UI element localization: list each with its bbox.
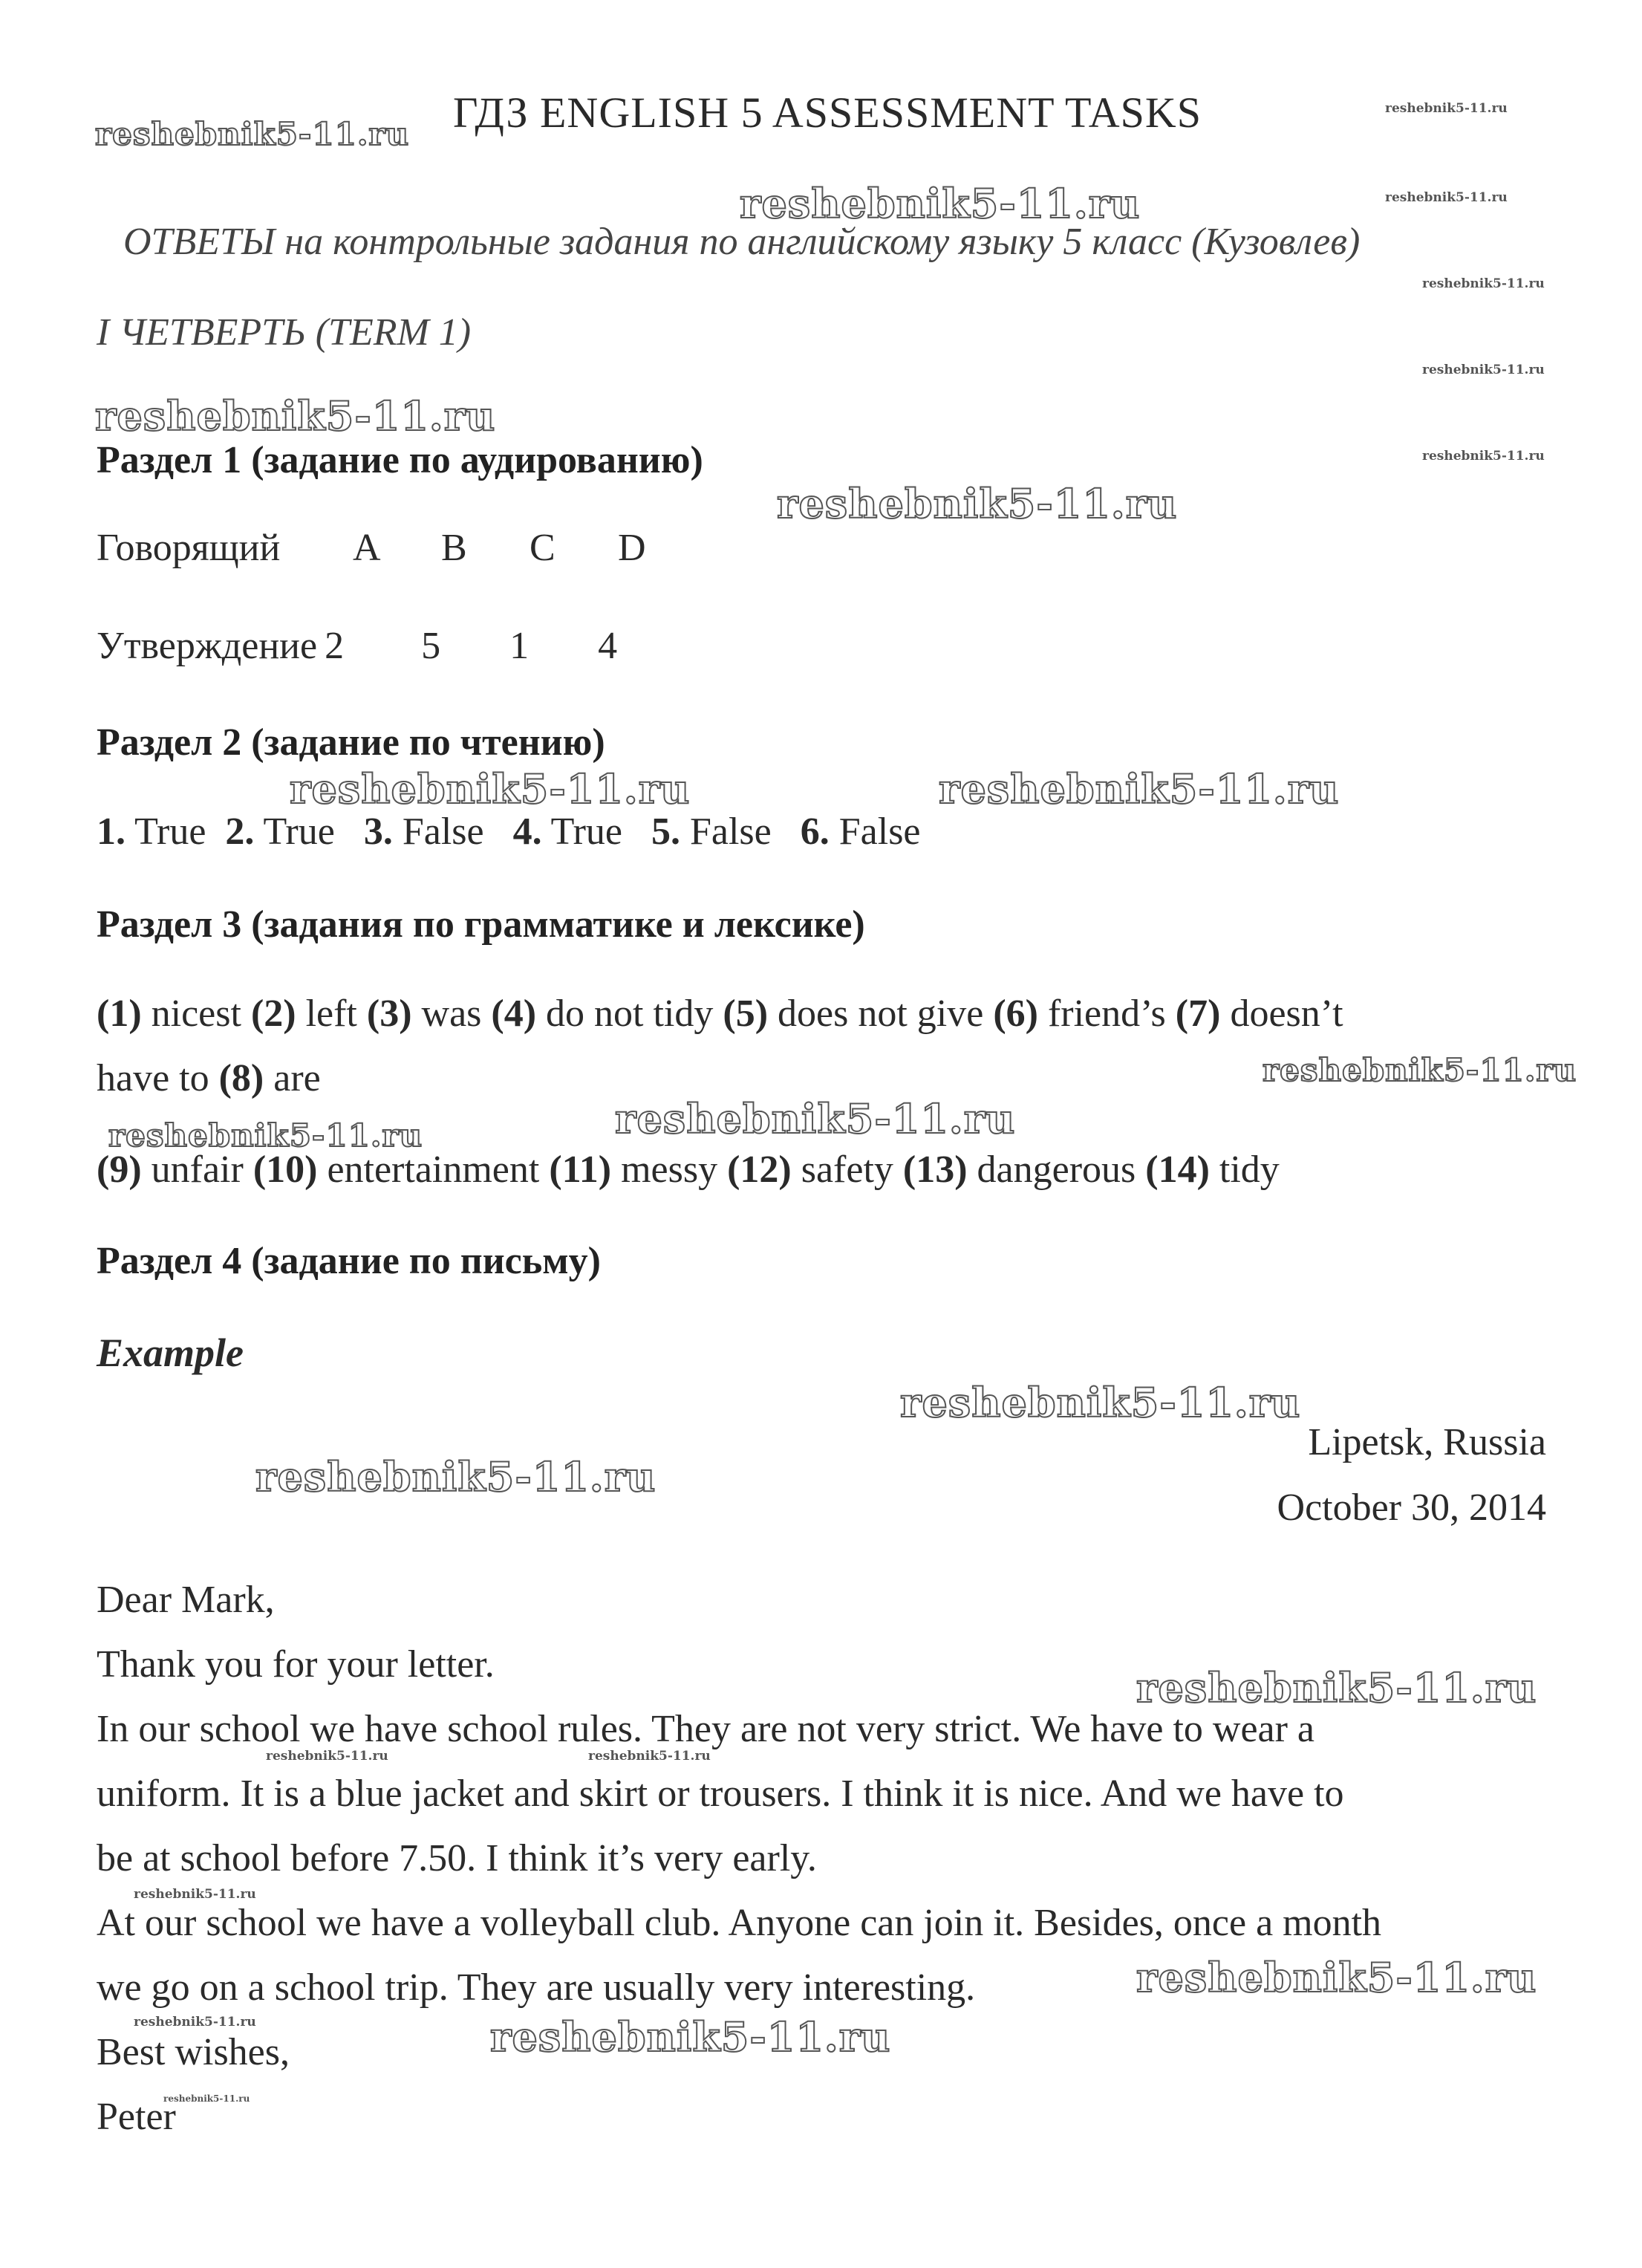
watermark: reshebnik5-11.ru [777, 480, 1178, 527]
watermark: reshebnik5-11.ru [108, 1117, 423, 1154]
watermark: reshebnik5-11.ru [1385, 190, 1508, 205]
statement-d: 4 [598, 625, 618, 667]
page-title: ГДЗ ENGLISH 5 ASSESSMENT TASKS [453, 88, 1202, 137]
answer-value: do not tidy [546, 992, 714, 1035]
answer-number: 4. [512, 810, 542, 853]
answer-number: (9) [97, 1148, 142, 1191]
answer-value: messy [621, 1148, 718, 1191]
letter-closing: Best wishes, [97, 2031, 290, 2073]
answer-value: unfair [151, 1148, 244, 1191]
letter-signature: Peter [97, 2096, 176, 2138]
watermark: reshebnik5-11.ru [1136, 1954, 1537, 2001]
statement-row [97, 624, 617, 668]
grammar-line-1 [97, 992, 1343, 1036]
speaker-label: Говорящий [97, 527, 281, 569]
letter-line: In our school we have school rules. They are not very strict. We have to wear a [97, 1708, 1315, 1750]
answer-value: was [421, 992, 482, 1035]
answer-number: (12) [727, 1148, 792, 1191]
answer-number: 3. [363, 810, 393, 853]
letter-line: At our school we have a volleyball club. Anyone can join it. Besides, once a month [97, 1902, 1382, 1944]
watermark: reshebnik5-11.ru [255, 1453, 657, 1501]
watermark: reshebnik5-11.ru [615, 1095, 1016, 1143]
answer-number: (13) [902, 1148, 968, 1191]
watermark: reshebnik5-11.ru [1263, 1052, 1577, 1088]
letter-place: Lipetsk, Russia [1308, 1421, 1546, 1463]
answer-number: (14) [1145, 1148, 1210, 1191]
answer-value: False [689, 810, 772, 853]
section1-heading: Раздел 1 (задание по аудированию) [97, 439, 703, 481]
answer-number: (7) [1175, 992, 1221, 1035]
speaker-c: C [530, 527, 556, 569]
letter-line: uniform. It is a blue jacket and skirt or trousers. I think it is nice. And we have to [97, 1773, 1344, 1815]
answer-number: (11) [549, 1148, 612, 1191]
answer-number: (3) [366, 992, 412, 1035]
answer-value: True [550, 810, 622, 853]
answer-value: False [402, 810, 484, 853]
section3-heading: Раздел 3 (задания по грамматике и лексике) [97, 903, 865, 946]
answer-value: tidy [1219, 1148, 1280, 1191]
watermark: reshebnik5-11.ru [266, 1749, 388, 1764]
answer-number: (6) [993, 992, 1038, 1035]
watermark: reshebnik5-11.ru [290, 765, 691, 813]
speaker-a: A [353, 527, 381, 569]
answer-number: 1. [97, 810, 126, 853]
answer-value: friend’s [1047, 992, 1166, 1035]
reading-answers [97, 810, 921, 854]
section2-heading: Раздел 2 (задание по чтению) [97, 721, 605, 764]
letter-date: October 30, 2014 [1277, 1486, 1546, 1529]
watermark: reshebnik5-11.ru [939, 765, 1340, 813]
speaker-b: B [441, 527, 467, 569]
answer-value: False [838, 810, 921, 853]
example-label: Example [97, 1330, 244, 1375]
watermark: reshebnik5-11.ru [1422, 449, 1545, 464]
answer-number: (10) [253, 1148, 318, 1191]
watermark: reshebnik5-11.ru [95, 392, 496, 440]
answer-number: (5) [723, 992, 769, 1035]
vocab-line [97, 1148, 1280, 1192]
statement-c: 1 [509, 625, 530, 667]
answer-number: (2) [250, 992, 296, 1035]
answer-number: (8) [218, 1057, 264, 1099]
watermark: reshebnik5-11.ru [134, 2015, 256, 2030]
answer-number: 6. [800, 810, 830, 853]
letter-greeting: Dear Mark, [97, 1579, 275, 1621]
watermark: reshebnik5-11.ru [900, 1379, 1301, 1426]
answer-value: doesn’t [1230, 992, 1343, 1035]
answer-value: nicest [151, 992, 241, 1035]
answer-value: does not give [778, 992, 984, 1035]
letter-line: we go on a school trip. They are usually very interesting. [97, 1966, 976, 2009]
answer-value: True [134, 810, 206, 853]
answer-value: left [305, 992, 357, 1035]
watermark: reshebnik5-11.ru [163, 2093, 250, 2104]
answer-value: are [273, 1057, 321, 1099]
answer-value: safety [801, 1148, 893, 1191]
answer-number: (4) [491, 992, 537, 1035]
watermark: reshebnik5-11.ru [490, 2013, 891, 2061]
watermark: reshebnik5-11.ru [95, 116, 410, 152]
statement-b: 5 [421, 625, 441, 667]
answer-value: True [263, 810, 335, 853]
answer-value: entertainment [327, 1148, 540, 1191]
speaker-row [97, 526, 646, 570]
answer-number: (1) [97, 992, 142, 1035]
watermark: reshebnik5-11.ru [740, 180, 1141, 227]
watermark: reshebnik5-11.ru [1385, 101, 1508, 116]
letter-line: Thank you for your letter. [97, 1643, 495, 1686]
watermark: reshebnik5-11.ru [134, 1887, 256, 1902]
watermark: reshebnik5-11.ru [588, 1749, 711, 1764]
watermark: reshebnik5-11.ru [1136, 1664, 1537, 1712]
statement-label: Утверждение [97, 625, 318, 667]
letter-line: be at school before 7.50. I think it’s very early. [97, 1837, 817, 1879]
section4-heading: Раздел 4 (задание по письму) [97, 1240, 601, 1282]
watermark: reshebnik5-11.ru [1422, 276, 1545, 291]
term-label: I ЧЕТВЕРТЬ (TERM 1) [97, 311, 472, 354]
page-subtitle: ОТВЕТЫ на контрольные задания по английскому языку 5 класс (Кузовлев) [123, 221, 1361, 263]
answer-number: 5. [651, 810, 680, 853]
speaker-d: D [618, 527, 646, 569]
answer-value: dangerous [977, 1148, 1136, 1191]
watermark: reshebnik5-11.ru [1422, 363, 1545, 377]
answer-continuation: have to [97, 1057, 209, 1099]
answer-number: 2. [225, 810, 255, 853]
statement-a: 2 [325, 625, 345, 667]
grammar-line-2 [97, 1056, 321, 1100]
